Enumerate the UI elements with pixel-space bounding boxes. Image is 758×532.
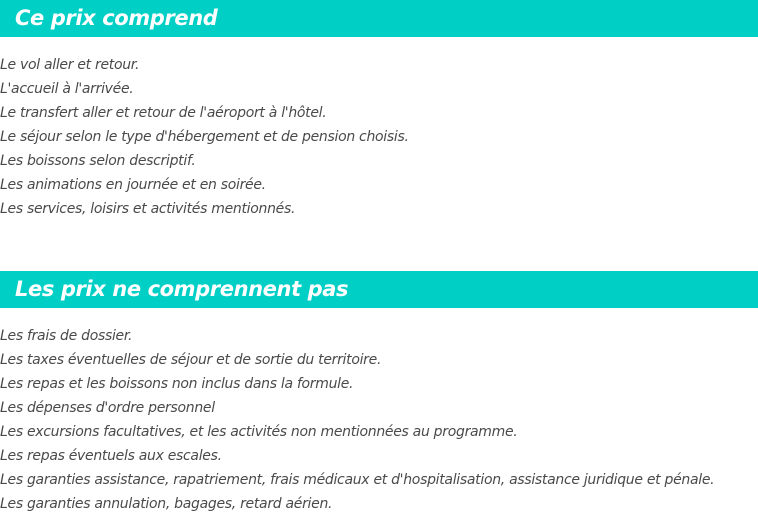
excluded-item: Les repas éventuels aux escales. <box>0 448 222 464</box>
included-item: Les animations en journée et en soirée. <box>0 177 266 193</box>
included-item: Les boissons selon descriptif. <box>0 153 196 169</box>
excluded-item: Les garanties annulation, bagages, retard aérien. <box>0 496 333 512</box>
excluded-title: Les prix ne comprennent pas <box>15 277 349 301</box>
included-item: L'accueil à l'arrivée. <box>0 81 134 97</box>
excluded-header <box>0 271 758 308</box>
included-item: Les services, loisirs et activités mentionnés. <box>0 201 296 217</box>
included-item: Le vol aller et retour. <box>0 57 140 73</box>
included-list <box>0 53 758 221</box>
excluded-list <box>0 324 758 516</box>
excluded-item: Les excursions facultatives, et les activités non mentionnées au programme. <box>0 424 518 440</box>
excluded-item: Les garanties assistance, rapatriement, frais médicaux et d'hospitalisation, assistance juridique et pénale. <box>0 472 715 488</box>
included-header <box>0 0 758 37</box>
excluded-item: Les taxes éventuelles de séjour et de sortie du territoire. <box>0 352 382 368</box>
included-item: Le séjour selon le type d'hébergement et de pension choisis. <box>0 129 409 145</box>
included-section <box>0 0 758 221</box>
excluded-item: Les repas et les boissons non inclus dans la formule. <box>0 376 354 392</box>
excluded-item: Les dépenses d'ordre personnel <box>0 400 215 416</box>
included-title: Ce prix comprend <box>15 6 218 30</box>
excluded-section <box>0 271 758 516</box>
excluded-item: Les frais de dossier. <box>0 328 133 344</box>
included-item: Le transfert aller et retour de l'aéroport à l'hôtel. <box>0 105 327 121</box>
